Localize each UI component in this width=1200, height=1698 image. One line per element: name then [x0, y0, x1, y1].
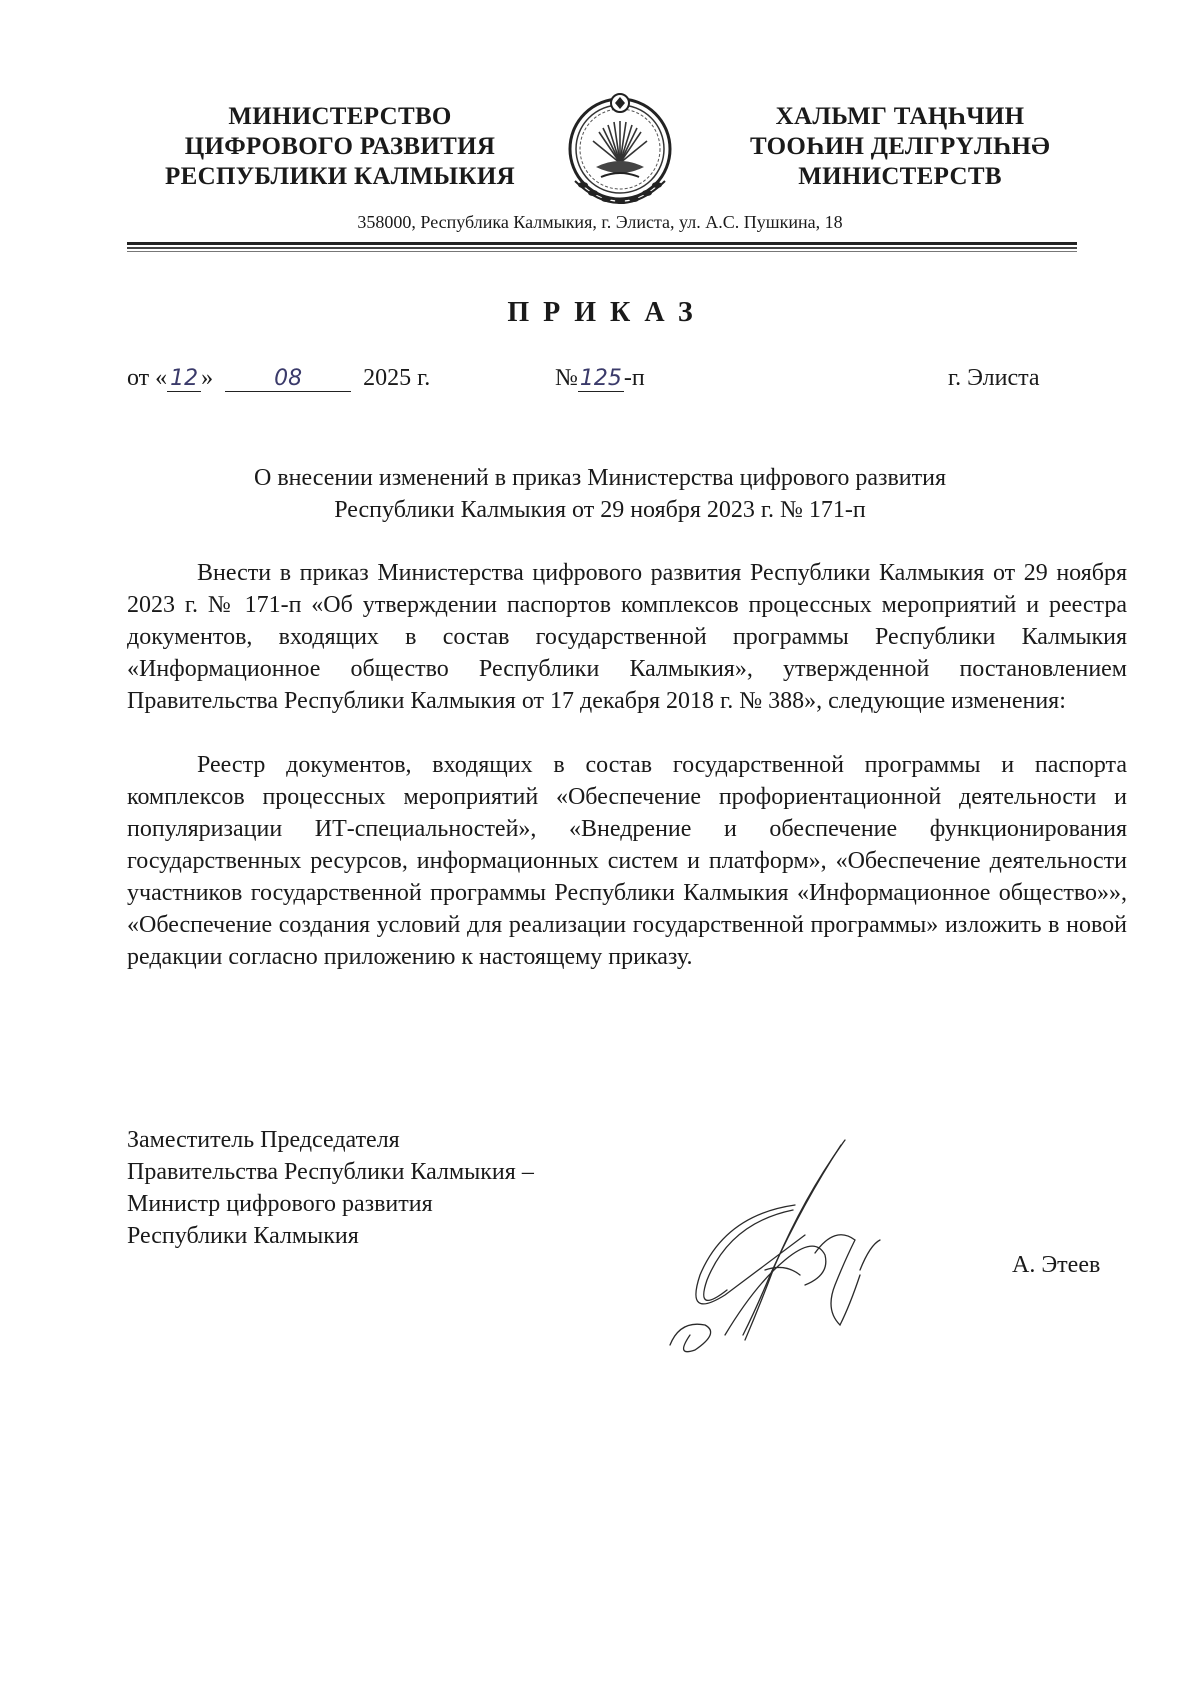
- date-mid: »: [201, 365, 214, 391]
- ministry-ru-line: МИНИСТЕРСТВО: [228, 103, 452, 130]
- ministry-kal-line: МИНИСТЕРСТВ: [798, 163, 1002, 190]
- ministry-kal-line: ХАЛЬМГ ТАҢҺЧИН: [775, 103, 1025, 130]
- subject-line: Республики Калмыкия от 29 ноября 2023 г. № 171-п: [334, 497, 866, 523]
- document-title: ПРИКАЗ: [507, 297, 707, 328]
- handwritten-signature-icon: [665, 1135, 915, 1365]
- signer-position-line: Правительства Республики Калмыкия –: [127, 1159, 534, 1185]
- ministry-kal-line: ТООҺИН ДЕЛГРҮЛҺНӘ: [749, 133, 1051, 160]
- order-date: [127, 365, 430, 392]
- order-city: г. Элиста: [948, 365, 1040, 391]
- order-subject: [0, 462, 1200, 526]
- signer-position-line: Министр цифрового развития: [127, 1191, 433, 1217]
- ministry-ru-line: РЕСПУБЛИКИ КАЛМЫКИЯ: [165, 163, 515, 190]
- date-prefix: от «: [127, 365, 168, 391]
- header-divider: [127, 242, 1077, 256]
- order-number: [555, 365, 645, 392]
- order-number-field: 125: [579, 366, 622, 391]
- number-prefix: №: [555, 365, 578, 391]
- subject-line: О внесении изменений в приказ Министерства цифрового развития: [254, 465, 946, 491]
- date-month-field: 08: [225, 366, 351, 392]
- number-suffix: -п: [623, 365, 645, 391]
- coat-of-arms-icon: [563, 85, 678, 215]
- date-day-field: 12: [167, 366, 201, 392]
- body-paragraph-1: Внести в приказ Министерства цифрового развития Республики Калмыкия от 29 ноября 2023 г. № 171-п «Об утверждении паспортов комплексов процессных мероприятий и реестра документов, входящих в состав государственной программы Республики Калмыкия «Информационное общество Республики Калмыкия», утвержденной постановлением Правительства Республики Калмыкия от 17 декабря 2018 г. № 388», следующие изменения:: [127, 560, 1127, 714]
- ministry-name-ru: [150, 102, 530, 192]
- date-year: 2025 г.: [363, 365, 431, 391]
- signer-name: А. Этеев: [1012, 1252, 1101, 1278]
- ministry-name-kalmyk: [720, 102, 1080, 192]
- body-paragraph-2: Реестр документов, входящих в состав государственной программы и паспорта комплексов процессных мероприятий «Обеспечение профориентационной деятельности и популяризации ИТ-специальностей», «Внедрение и обеспечение функционирования государственных ресурсов, информационных систем и платформ», «Обеспечение деятельности участников государственной программы Республики Калмыкия «Информационное общество»», «Обеспечение создания условий для реализации государственной программы» изложить в новой редакции согласно приложению к настоящему приказу.: [127, 752, 1127, 970]
- signer-position-line: Республики Калмыкия: [127, 1223, 359, 1249]
- ministry-ru-line: ЦИФРОВОГО РАЗВИТИЯ: [184, 133, 496, 160]
- signer-position-line: Заместитель Председателя: [127, 1127, 400, 1153]
- signer-position: [127, 1124, 534, 1252]
- ministry-address: 358000, Республика Калмыкия, г. Элиста, ул. А.С. Пушкина, 18: [357, 212, 843, 232]
